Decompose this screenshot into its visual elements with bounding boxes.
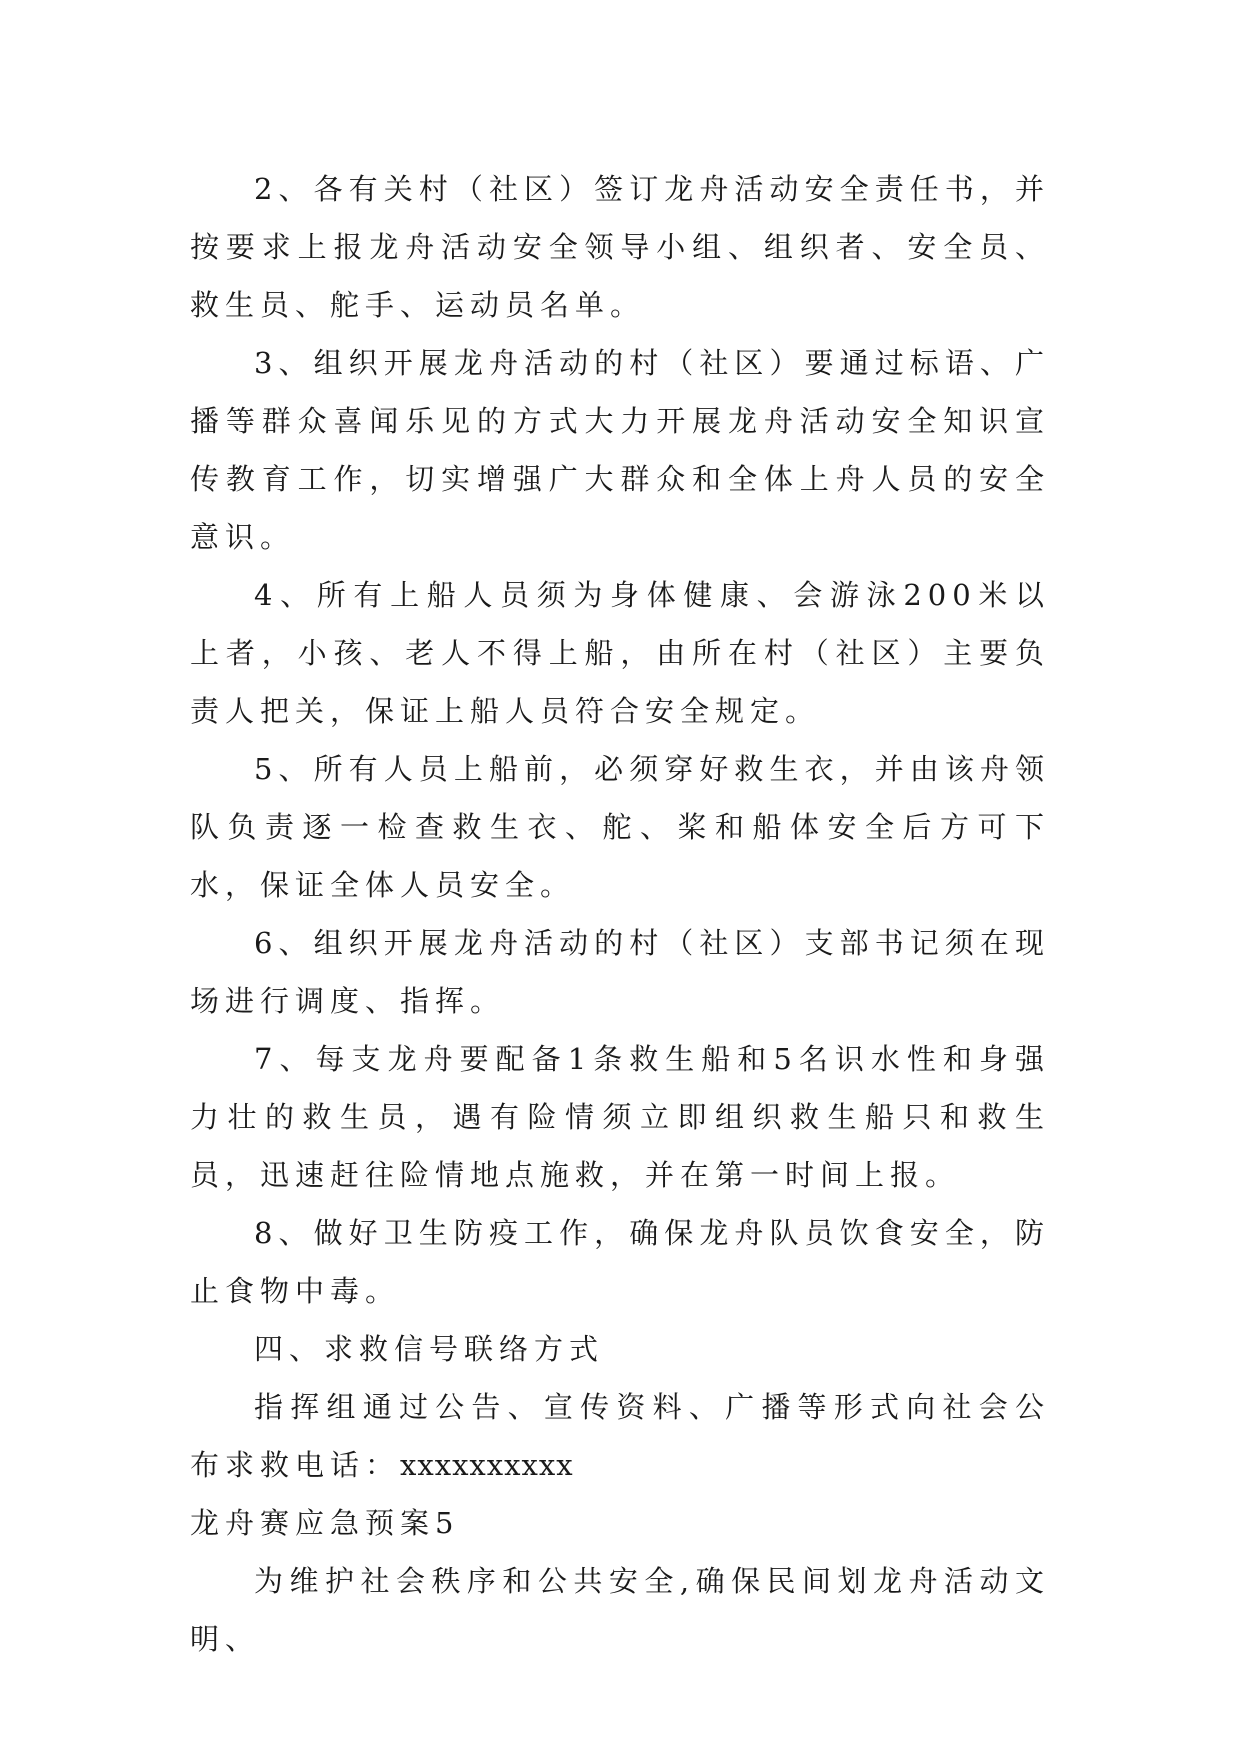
paragraph-item-3: 3、组织开展龙舟活动的村（社区）要通过标语、广播等群众喜闻乐见的方式大力开展龙舟活动安全知识宣传教育工作，切实增强广大群众和全体上舟人员的安全意识。 [190, 346, 1050, 554]
paragraph-item-8: 8、做好卫生防疫工作，确保龙舟队员饮食安全，防止食物中毒。 [190, 1216, 1050, 1308]
final-paragraph: 为维护社会秩序和公共安全,确保民间划龙舟活动文明、 [190, 1564, 1050, 1656]
paragraph-item-7: 7、每支龙舟要配备1条救生船和5名识水性和身强力壮的救生员，遇有险情须立即组织救生船只和救生员，迅速赶往险情地点施救，并在第一时间上报。 [190, 1042, 1050, 1192]
paragraph-item-6: 6、组织开展龙舟活动的村（社区）支部书记须在现场进行调度、指挥。 [190, 926, 1050, 1018]
contact-paragraph [190, 1378, 1050, 1494]
document-body [190, 160, 1050, 1668]
emergency-phone: xxxxxxxxxx [400, 1448, 574, 1482]
contact-text: 指挥组通过公告、宣传资料、广播等形式向社会公布求救电话： [190, 1390, 1050, 1482]
paragraph-item-5: 5、所有人员上船前，必须穿好救生衣，并由该舟领队负责逐一检查救生衣、舵、桨和船体安全后方可下水，保证全体人员安全。 [190, 752, 1050, 902]
paragraph-item-4: 4、所有上船人员须为身体健康、会游泳200米以上者，小孩、老人不得上船，由所在村（社区）主要负责人把关，保证上船人员符合安全规定。 [190, 578, 1050, 728]
next-section-title: 龙舟赛应急预案5 [190, 1506, 460, 1540]
section-heading: 四、求救信号联络方式 [254, 1332, 605, 1366]
paragraph-item-2: 2、各有关村（社区）签订龙舟活动安全责任书，并按要求上报龙舟活动安全领导小组、组织者、安全员、救生员、舵手、运动员名单。 [190, 172, 1050, 322]
